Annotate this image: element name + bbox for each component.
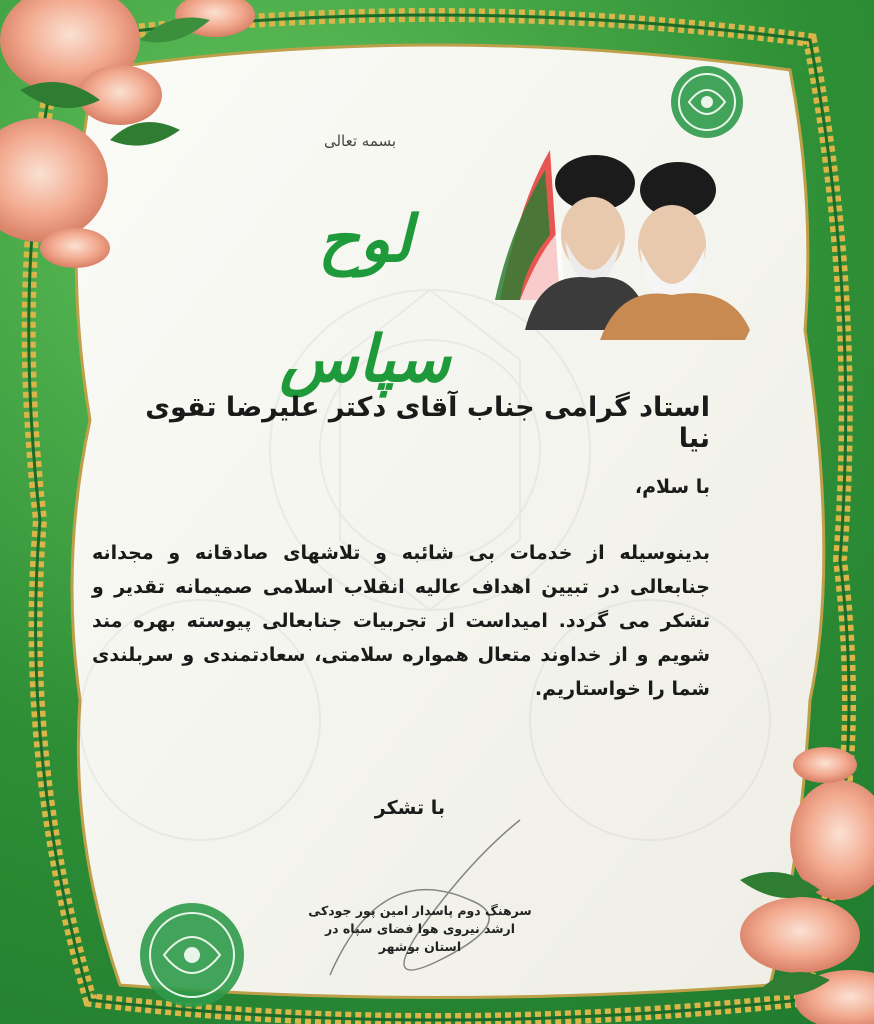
signature-line: ارشد نیروی هوا فضای سپاه در: [324, 921, 516, 936]
ornament-medallion-icon: [140, 903, 244, 1007]
certificate-title: لوح سپاس: [279, 202, 451, 397]
signature-line: استان بوشهر: [378, 939, 462, 954]
ornament-medallion-icon: [671, 66, 743, 138]
salutation: با سلام،: [634, 476, 710, 498]
signature-block: [300, 902, 540, 956]
closing-text: با تشکر: [374, 797, 445, 819]
signature-line: سرهنگ دوم پاسدار امین پور جودکی: [308, 903, 532, 918]
basmala-text: بسمه تعالی: [323, 132, 397, 150]
recipient-name: استاد گرامی جناب آقای دکتر علیرضا تقوی نیا: [145, 392, 710, 454]
body-paragraph: بدینوسیله از خدمات بی شائبه و تلاشهای صادقانه و مجدانه جنابعالی در تبیین اهداف عالیه انقلاب اسلامی صمیمانه تقدیر و تشکر می گردد. امیداست از تجربیات جنابعالی پیوسته بهره مند شویم و از خداوند متعال همواره سلامتی، سعادتمندی و سربلندی شما را خواستاریم.: [92, 542, 710, 700]
